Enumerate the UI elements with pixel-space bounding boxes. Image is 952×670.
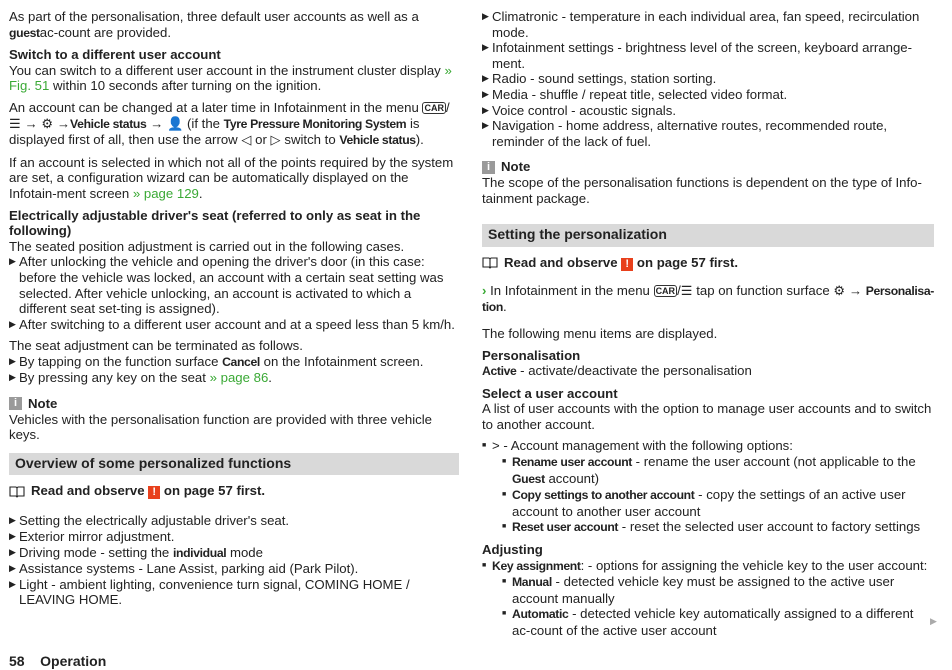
list-item: ■ Manual - detected vehicle key must be assigned to the active user account manually <box>502 574 934 606</box>
list-item: ▶ After unlocking the vehicle and opening the driver's door (in this case: before the vehicle was locked, an account with a certain seat setting was selected. After vehicle unlocking, an account is activated to which a different seat set-ting is assigned). <box>9 254 459 316</box>
list-item: ▶ By pressing any key on the seat » page 86. <box>9 370 459 386</box>
adjusting-heading: Adjusting <box>482 542 543 558</box>
list-item: ■ Rename user account - rename the user account (not applicable to the Guest account) <box>502 454 934 487</box>
setting-section-bar: Setting the personalization <box>482 224 934 247</box>
personalisation-heading: Personalisation <box>482 347 581 363</box>
menu-list-icon: ☰ <box>680 282 693 298</box>
note-heading: i Note <box>482 159 934 175</box>
right-column <box>482 9 934 645</box>
read-observe-line: Read and observe ! on page 57 first. <box>9 483 459 499</box>
note-text: Vehicles with the personalisation function are provided with three vehicle keys. <box>9 411 432 443</box>
list-item: ▶ Setting the electrically adjustable driver's seat. <box>9 513 459 529</box>
list-item: ▶ Radio - sound settings, station sorting. <box>482 71 934 87</box>
chevron-right-icon: > <box>492 438 500 454</box>
list-item: ■ > - Account management with the following options: ■ Rename user account - rename the user account (not applicable to the Guest account) ■ Copy settings to another account - copy the settings of an active user account to another user account ■ Reset user account - reset the selected user account to factory settings <box>482 438 934 536</box>
warning-icon: ! <box>148 486 160 499</box>
intro-paragraph: As part of the personalisation, three default user accounts as well as a guestac-count are provided. <box>9 9 419 40</box>
overview-section-bar: Overview of some personalized functions <box>9 453 459 476</box>
account-management-list <box>482 438 934 536</box>
left-column <box>9 9 459 614</box>
seat-lead: The seated position adjustment is carried out in the following cases. <box>9 238 405 254</box>
section-name: Operation <box>40 653 107 669</box>
list-item: ■ Key assignment: - options for assigning the vehicle key to the user account: ■ Manual - detected vehicle key must be assigned to the active user account manually ■ Automatic - detected vehicle key automatically assigned to a different ac-count of the active user account <box>482 558 934 639</box>
book-icon <box>482 256 498 269</box>
list-item: ■ Automatic - detected vehicle key automatically assigned to a different ac-count of the active user account <box>502 606 934 638</box>
list-item: ▶ After switching to a different user account and at a speed less than 5 km/h. <box>9 317 459 333</box>
displayed-paragraph: The following menu items are displayed. <box>482 325 718 341</box>
account-options-list <box>502 454 934 536</box>
note-text: The scope of the personalisation functions is dependent on the type of Info-tainment package. <box>482 174 922 206</box>
list-item: ▶ Media - shuffle / repeat title, selected video format. <box>482 87 934 103</box>
book-icon <box>9 485 25 498</box>
list-item: ▶ Exterior mirror adjustment. <box>9 529 459 545</box>
step-paragraph: › In Infotainment in the menu CAR /☰ tap on function surface ⚙ → Personalisa-tion. <box>482 282 934 315</box>
fig-51-link[interactable]: » Fig. 51 <box>9 62 452 94</box>
wizard-paragraph: If an account is selected in which not all of the points required by the system are set, a configuration wizard can be automatically displayed on the Infotain-ment screen » page 129. <box>9 154 454 201</box>
select-account-text: A list of user accounts with the option to manage user accounts and to switch to another account. <box>482 401 932 432</box>
page-footer <box>9 654 106 670</box>
list-item: ▶ Driving mode - setting the individual mode <box>9 545 459 562</box>
list-item: ▶ Climatronic - temperature in each individual area, fan speed, recirculation mode. <box>482 9 934 40</box>
seat-cases-list <box>9 254 459 332</box>
menu-list-icon: ☰ <box>9 115 21 131</box>
list-item: ▶ Infotainment settings - brightness level of the screen, keyboard arrange-ment. <box>482 40 934 71</box>
overview-list <box>9 513 459 608</box>
list-item: ▶ By tapping on the function surface Cancel on the Infotainment screen. <box>9 354 459 371</box>
settings-icon: ⚙ <box>41 115 54 131</box>
list-item: ▶ Navigation - home address, alternative routes, recommended route, reminder of the lack of fuel. <box>482 118 934 149</box>
warning-icon: ! <box>621 258 633 271</box>
list-item: ▶ Light - ambient lighting, convenience turn signal, COMING HOME / LEAVING HOME. <box>9 577 459 608</box>
list-item: ■ Copy settings to another account - copy the settings of an active user account to another user account <box>502 487 934 519</box>
note-icon: i <box>482 161 495 174</box>
personalisation-text: Active - activate/deactivate the personalisation <box>482 363 752 379</box>
car-menu-icon: CAR <box>424 102 444 113</box>
adjusting-list <box>482 558 934 639</box>
switch-paragraph: You can switch to a different user account in the instrument cluster display » Fig. 51 within 10 seconds after turning on the ignition. <box>9 62 452 94</box>
list-item: ■ Reset user account - reset the selected user account to factory settings <box>502 519 934 536</box>
continue-arrow-icon: ▶ <box>930 616 937 626</box>
car-menu-icon: CAR <box>655 285 676 296</box>
overview-list-continued <box>482 9 934 149</box>
seat-heading: Electrically adjustable driver's seat (referred to only as seat in the following) <box>9 207 421 239</box>
change-account-paragraph: An account can be changed at a later time in Infotainment in the menu CAR /☰ → ⚙ →Vehicle status → 👤 (if the Tyre Pressure Monitoring System is displayed first of all, then use the arrow ◁ or ▷ switch to Vehicle status). <box>9 99 450 148</box>
switch-heading: Switch to a different user account <box>9 47 221 63</box>
select-account-heading: Select a user account <box>482 385 618 401</box>
list-item: ▶ Assistance systems - Lane Assist, parking aid (Park Pilot). <box>9 561 459 577</box>
settings-icon: ⚙ <box>833 282 846 298</box>
page-number: 58 <box>9 653 25 669</box>
step-arrow-icon: › <box>482 282 487 298</box>
key-options-list <box>502 574 934 638</box>
note-heading: i Note <box>9 396 459 412</box>
seat-terminate-lead: The seat adjustment can be terminated as follows. <box>9 338 303 354</box>
user-icon: 👤 <box>166 115 184 131</box>
list-item: ▶ Voice control - acoustic signals. <box>482 103 934 119</box>
seat-terminate-list <box>9 354 459 386</box>
page-86-link[interactable]: » page 86 <box>209 370 269 386</box>
note-icon: i <box>9 397 22 410</box>
page-129-link[interactable]: » page 129 <box>132 185 199 201</box>
read-observe-line: Read and observe ! on page 57 first. <box>482 255 934 271</box>
